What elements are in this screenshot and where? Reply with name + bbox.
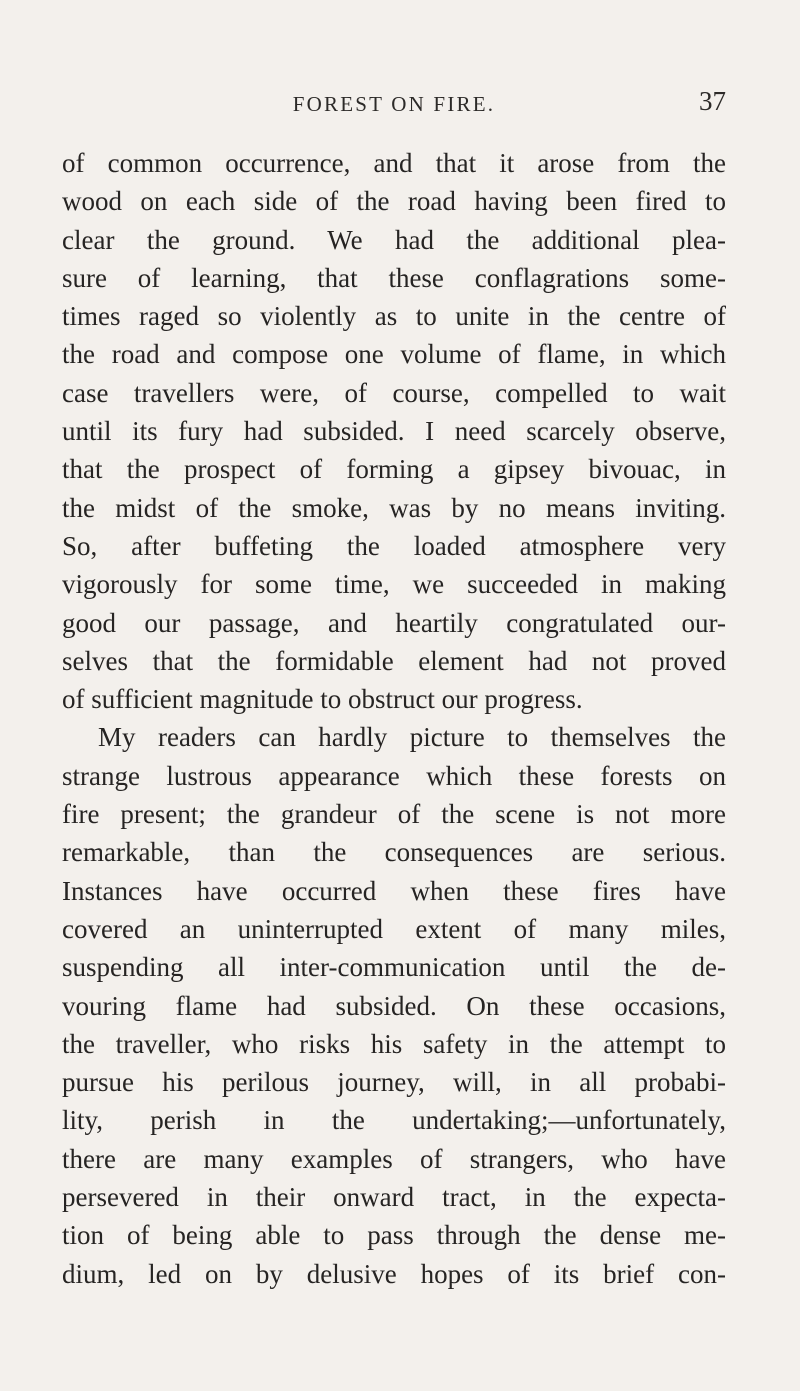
text-line: sure of learning, that these conflagrations some- [62,262,726,293]
text-line: lity, perish in the undertaking;—unfortunately, [62,1105,726,1136]
text-line: strange lustrous appearance which these forests on [62,760,726,791]
text-line: until its fury had subsided. I need scarcely observe, [62,416,726,447]
body-text [62,144,726,1293]
text-line: times raged so violently as to unite in the centre of [62,301,726,332]
text-line: covered an uninterrupted extent of many miles, [62,913,726,944]
text-line: of sufficient magnitude to obstruct our progress. [62,684,583,715]
text-line: selves that the formidable element had not proved [62,645,726,676]
text-line: the midst of the smoke, was by no means inviting. [62,492,726,523]
text-line: case travellers were, of course, compelled to wait [62,377,726,408]
text-line: suspending all inter-communication until the de- [62,952,726,983]
text-line: the traveller, who risks his safety in the attempt to [62,1028,726,1059]
text-line: vigorously for some time, we succeeded in making [62,569,726,600]
text-line: fire present; the grandeur of the scene is not more [62,799,726,830]
running-head-title: FOREST ON FIRE. [292,92,496,116]
running-head [62,86,726,132]
text-line: tion of being able to pass through the dense me- [62,1220,726,1251]
paragraph-first-line: My readers can hardly picture to themselves the [98,722,726,753]
text-line: clear the ground. We had the additional plea- [62,224,726,255]
text-line: vouring flame had subsided. On these occasions, [62,990,726,1021]
text-line: So, after buffeting the loaded atmosphere very [62,530,726,561]
text-line: good our passage, and heartily congratulated our- [62,607,726,638]
text-line: of common occurrence, and that it arose from the [62,148,726,178]
text-line: wood on each side of the road having been fired to [62,186,726,217]
text-line: pursue his perilous journey, will, in all probabi- [62,1067,726,1098]
text-line: Instances have occurred when these fires have [62,875,726,906]
text-line: there are many examples of strangers, who have [62,1143,726,1174]
text-line: persevered in their onward tract, in the expecta- [62,1182,726,1213]
text-line: that the prospect of forming a gipsey bivouac, in [62,454,726,485]
text-line: dium, led on by delusive hopes of its brief con- [62,1258,726,1289]
page-number: 37 [699,86,726,116]
text-line: the road and compose one volume of flame, in which [62,339,726,370]
text-line: remarkable, than the consequences are serious. [62,837,726,868]
